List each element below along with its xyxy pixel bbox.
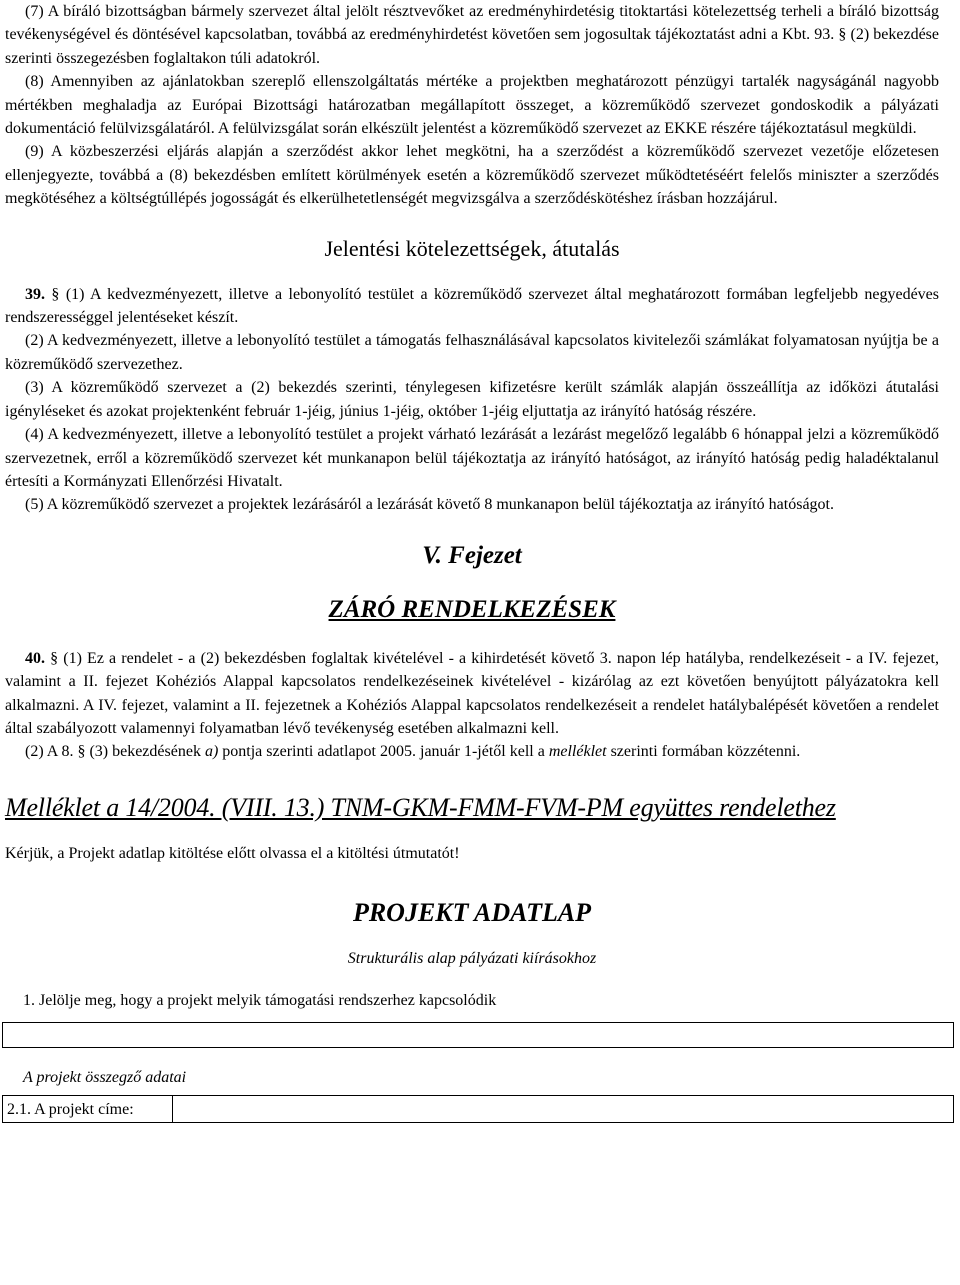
section-39-number: 39. [25, 285, 45, 303]
section-39-paragraph-1 [5, 283, 939, 330]
section-39-paragraph-4: (4) A kedvezményezett, illetve a lebonyolító testület a projekt várható lezárását a lezárást megelőző legalább 6 hónappal jelzi a közreműködő szervezetnek, erről a közreműködő szervezet két munkanapon belül tájékoztatja az irányító hatóságot, az irányító hatóság pedig haladéktalanul értesíti a Kormányzati Ellenőrzési Hivatalt. [5, 426, 939, 490]
section-39-p1-text: § (1) A kedvezményezett, illetve a lebonyolító testület a közreműködő szervezet által meghatározott formában legfeljebb negyedéves rendszerességgel jelentéseket készít. [5, 285, 939, 327]
section-39-paragraph-5: (5) A közreműködő szervezet a projektek lezárásáról a lezárását követő 8 munkanapon belül tájékoztatja az irányító hatóságot. [25, 496, 834, 514]
project-title-field[interactable] [173, 1096, 953, 1122]
paragraph-9: (9) A közbeszerzési eljárás alapján a szerződést akkor lehet megkötni, ha a szerződést a közreműködő szervezet vezetője előzetesen ellenjegyezte, továbbá a (8) bekezdésben említett körülmények esetén a közreműködő szervezet működtetéséért felelős miniszter a szerződés megkötéséhez a költségtúllépés jogosságát és elkerülhetetlenségét megvizsgálva a szerződéskötéshez írásban hozzájárul. [5, 143, 939, 208]
section-heading: Jelentési kötelezettségek, átutalás [324, 235, 620, 261]
form-subtitle: Strukturális alap pályázati kiírásokhoz [347, 950, 597, 968]
section-40-paragraph-2 [5, 740, 939, 763]
section-40-number: 40. [25, 649, 45, 667]
project-title-row [2, 1095, 954, 1123]
chapter-number: V. Fejezet [422, 541, 522, 569]
section-40-p2-part-b: pontja szerinti adatlapot 2005. január 1-jétől kell a [218, 743, 549, 761]
section-40-p2-part-c: szerinti formában közzétenni. [606, 743, 801, 761]
question-1-label: 1. Jelölje meg, hogy a projekt melyik támogatási rendszerhez kapcsolódik [23, 991, 497, 1009]
project-title-label: 2.1. A projekt címe: [3, 1096, 173, 1122]
section-40-p2-italic-b: melléklet [548, 743, 607, 761]
section-39-paragraph-3: (3) A közreműködő szervezet a (2) bekezdés szerinti, ténylegesen kifizetésre került számlák alapján összeállítja az időközi átutalási igényléseket és azokat projektenként február 1-jéig, június 1-jéig, október 1-jéig eljuttatja az irányító hatóság részére. [5, 379, 939, 420]
summary-section-label: A projekt összegző adatai [23, 1068, 187, 1086]
section-40-p1-text: § (1) Ez a rendelet - a (2) bekezdésben foglaltak kivételével - a kihirdetését követő 3. napon lép hatályba, rendelkezéseit - a IV. fejezet, valamint a II. fejezet Kohéziós Alappal kapcsolatos rendelkezéseinek kivételével - kizárólag az ezt követően benyújtott pályázatokra kell alkalmazni. A IV. fejezet, valamint a II. fejezetnek a Kohéziós Alappal kapcsolatos rendelkezéseit a rendelet hatálybalépését követően a rendelet által szabályozott valamennyi folyamatban lévő tevékenység esetében alkalmazni kell. [5, 649, 939, 737]
section-40-p2-italic-a: a) [204, 743, 219, 761]
section-40-p2-part-a: (2) A 8. § (3) bekezdésének [25, 743, 205, 761]
document-page [5, 0, 939, 1123]
fill-in-notice: Kérjük, a Projekt adatlap kitöltése előtt olvassa el a kitöltési útmutatót! [5, 844, 460, 862]
paragraph-8: (8) Amennyiben az ajánlatokban szereplő ellenszolgáltatás mértéke a projektben meghatározott pénzügyi tartalék nagyságánál nagyobb mértékben meghaladja az Európai Bizottsági határozatban megállapított összeget, a közreműködő szervezet gondoskodik a pályázati dokumentáció felülvizsgálatáról. A felülvizsgálat során elkészült jelentést a közreműködő szervezet az EKKE részére tájékoztatásul megküldi. [5, 73, 939, 138]
annex-title: Melléklet a 14/2004. (VIII. 13.) TNM-GKM-FMM-FVM-PM együttes rendelethez [5, 792, 836, 822]
chapter-title: ZÁRÓ RENDELKEZÉSEK [328, 595, 616, 623]
section-39-paragraph-2: (2) A kedvezményezett, illetve a lebonyolító testület a támogatás felhasználásával kapcsolatos kivitelezői számlákat folyamatosan nyújtja be a közreműködő szervezethez. [5, 332, 939, 373]
form-title: PROJEKT ADATLAP [352, 898, 592, 928]
support-system-field[interactable] [2, 1022, 954, 1048]
section-40-paragraph-1 [5, 647, 939, 741]
paragraph-7: (7) A bíráló bizottságban bármely szervezet által jelölt résztvevőket az eredményhirdetésig titoktartási kötelezettség terheli a bíráló bizottság tevékenységével és döntésével kapcsolatban, továbbá az eredményhirdetést követően sem jogosultak tájékoztatást adni a Kbt. 93. § (2) bekezdése szerinti összegezésben foglaltakon túli adatokról. [5, 3, 939, 67]
